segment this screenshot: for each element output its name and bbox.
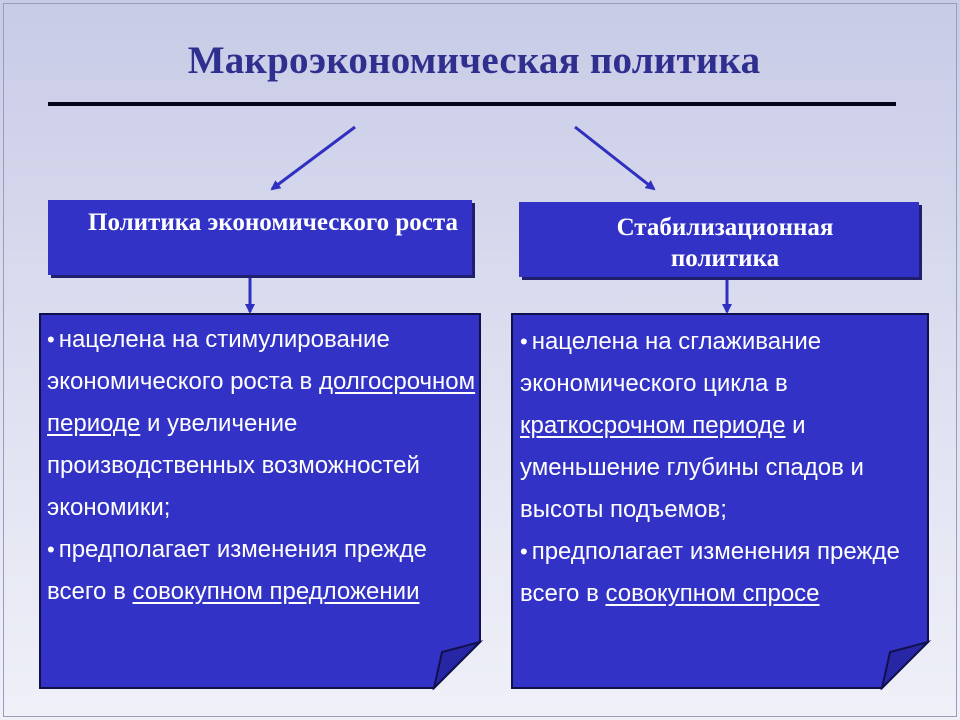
heading-box-stabilization-policy <box>519 202 919 277</box>
note-text-right <box>520 321 920 615</box>
note-growth-policy <box>38 312 484 690</box>
underlined-term: долгосрочном периоде <box>47 368 476 437</box>
underlined-term: краткосрочном периоде <box>520 412 786 439</box>
heading-stabilization-policy: Стабилизационная политика <box>616 214 834 272</box>
note-stabilization-policy <box>510 312 932 690</box>
bullet-item: • нацелена на стимулирование экономического роста в долгосрочном периоде и увеличение производственных возможностей экономики; <box>47 326 476 521</box>
heading-growth-policy: Политика экономического роста <box>88 209 458 236</box>
bullet-item: • предполагает изменения прежде всего в совокупном спросе <box>520 538 900 607</box>
title-underline-rule <box>48 102 896 106</box>
heading-box-growth-policy <box>48 200 472 275</box>
underlined-term: совокупном спросе <box>605 580 820 607</box>
bullet-item: • нацелена на сглаживание экономического цикла в краткосрочном периоде и уменьшение глубины спадов и высоты подъемов; <box>520 328 864 523</box>
bullet-item: • предполагает изменения прежде всего в совокупном предложении <box>47 536 427 605</box>
underlined-term: совокупном предложении <box>132 578 420 605</box>
arrow-to-right-heading <box>575 127 654 189</box>
arrow-to-left-heading <box>272 127 355 189</box>
page-title: Макроэкономическая политика <box>187 39 761 82</box>
note-text-left <box>47 319 477 613</box>
